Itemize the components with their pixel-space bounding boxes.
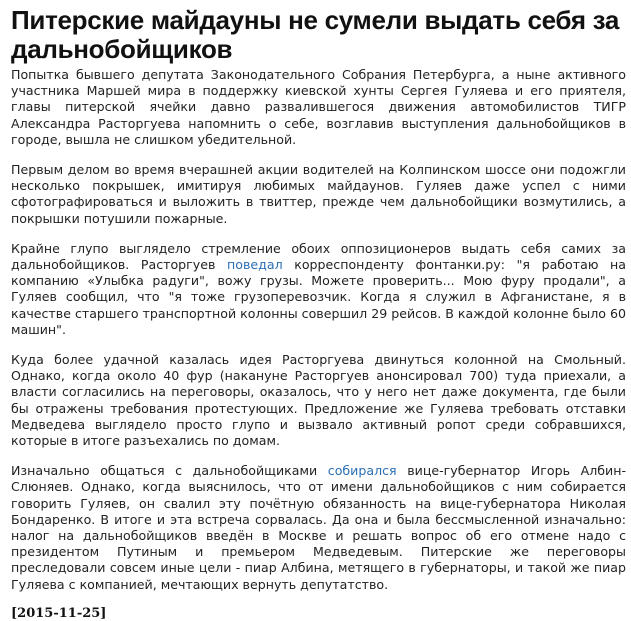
paragraph-3-text-end: корреспонденту фонтанки.ру: "я работаю на компанию «Улыбка радуги", вожу грузы. Можете проверить... Мою фуру продали", а Гуляев сообщил, что "я тоже грузоперевозчик. Когда я служил в Афганистане, я в качестве старшего транспортной колонны совершил 29 рейсов. В каждой колонне было 60 машин". xyxy=(11,257,626,337)
publication-date: [2015-11-25] xyxy=(11,605,107,621)
paragraph-4: Куда более удачной казалась идея Расторгуева двинуться колонной на Смольный. Однако, когда около 40 фур (накануне Расторгуев анонсировал 700) туда приехали, а власти согласились на переговоры, оказалось, что у него нет даже документа, где были бы отражены требования протестующих. Предложение же Гуляева требовать отставки Медведева выглядело просто глупо и вызвало активный ропот среди собравшихся, которые в итоге разъехались по домам. xyxy=(11,352,626,449)
paragraph-5 xyxy=(11,463,626,593)
paragraph-5-text-start: Изначально общаться с дальнобойщиками xyxy=(11,463,328,479)
paragraph-1: Попытка бывшего депутата Законодательного Собрания Петербурга, а ныне активного участника Маршей мира в поддержку киевской хунты Сергея Гуляева и его приятеля, главы питерской ячейки давно развалившегося движения автомобилистов ТИГР Александра Расторгуева напомнить о себе, возглавив выступления дальнобойщиков в городе, вышла не слишком убедительной. xyxy=(11,67,626,147)
paragraph-2: Первым делом во время вчерашней акции водителей на Колпинском шоссе они подожгли несколько покрышек, имитируя любимых майдаунов. Гуляев даже успел с ними сфотографироваться и выложить в твиттер, прежде чем дальнобойщики возмутились, а покрышки потушили пожарные. xyxy=(11,162,626,226)
paragraph-5-text-end: вице-губернатор Игорь Албин-Слюняев. Однако, когда выяснилось, что от имени дальнобойщиков с ним собирается говорить Гуляев, он свалил эту почётную обязанность на вице-губернатора Николая Бондаренко. В итоге и эта встреча сорвалась. Да она и была бессмысленной изначально: налог на дальнобойщиков введён в Москве и решать вопрос об его отмене надо с президентом Путиным и премьером Медведевым. Питерские же переговоры преследовали совсем иные цели - пиар Албина, метящего в губернаторы, и такой же пиар Гуляева с компанией, мечтающих вернуть депутатство. xyxy=(11,463,626,592)
paragraph-3 xyxy=(11,241,626,338)
article xyxy=(11,6,626,621)
article-title: Питерские майдауны не сумели выдать себя за дальнобойщиков xyxy=(11,5,620,64)
sobiralsya-link[interactable]: собирался xyxy=(327,463,397,479)
paragraph-3-text-start: Крайне глупо выглядело стремление обоих оппозиционеров выдать себя самих за дальнобойщиков. Расторгуев xyxy=(11,240,626,273)
article-body xyxy=(11,67,626,593)
povedal-link[interactable]: поведал xyxy=(227,257,283,273)
